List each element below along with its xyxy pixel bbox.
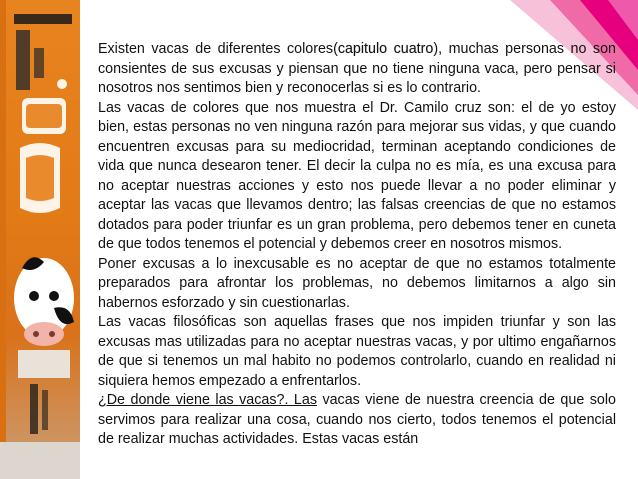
paragraph-2: Las vacas de colores que nos muestra el Dr. Camilo cruz son: el de yo estoy bien, estas personas no ven ninguna razón para mejorar sus vidas, y que cuando encuentren excusas para su mediocridad, terminan aceptando condiciones de vida que nunca desearon tener. El decir la culpa no es mía, es una excusa para no aceptar nuestras acciones y esto nos puede llevar a no poder eliminar y aceptar las vacas que llevamos dentro; las falsas creencias de que no estamos dotados para poder triunfar es un gran problema, pero debemos tener en cuneta de que todos tenemos el potencial y debemos creer en nosotros mismos. <box>98 99 616 252</box>
paragraph-5 <box>98 391 616 450</box>
body-text <box>98 40 616 479</box>
paragraph-3: Poner excusas a lo inexcusable es no aceptar de que no estamos totalmente preparados para afrontar los problemas, no debemos limitarnos a algo sin habernos esforzado y sin cuestionarlas. <box>98 255 616 311</box>
paragraph-1-end: ), muchas personas no son consientes de sus excusas y piensan que no tiene ninguna vaca, pero pensar si nosotros nos sentimos bien y reconocerlas si es lo contrario. <box>98 41 616 96</box>
chapter-reference: capitulo cuatro <box>337 41 434 57</box>
cow-icon <box>8 238 80 378</box>
section-question: ¿De donde viene las vacas?. Las <box>98 392 317 408</box>
cover-title-graphic <box>6 8 76 228</box>
cover-lettering-icon <box>6 8 76 228</box>
cover-author-graphic <box>26 380 56 440</box>
cover-bottom-band <box>0 442 80 479</box>
book-cover-image <box>0 0 80 479</box>
author-lettering-icon <box>26 380 56 440</box>
paragraph-5-body: vacas viene de nuestra creencia de que solo servimos para realizar una cosa, cuando nos cierto, todos tenemos el potencial de realizar muchas actividades. Estas vacas están <box>98 392 616 447</box>
paragraph-1-start: Existen vacas de diferentes colores( <box>98 41 338 57</box>
cover-cow-graphic <box>8 238 80 378</box>
paragraph-1 <box>98 40 616 99</box>
paragraph-4: Las vacas filosóficas son aquellas frases que nos impiden triunfar y son las excusas mas utilizadas para no aceptar nuestras vacas, y por ultimo engañarnos de que si tenemos un mal habito no podemos controlarlo, cuando en realidad ni siquiera hemos empezado a enfrentarlos. <box>98 314 616 389</box>
